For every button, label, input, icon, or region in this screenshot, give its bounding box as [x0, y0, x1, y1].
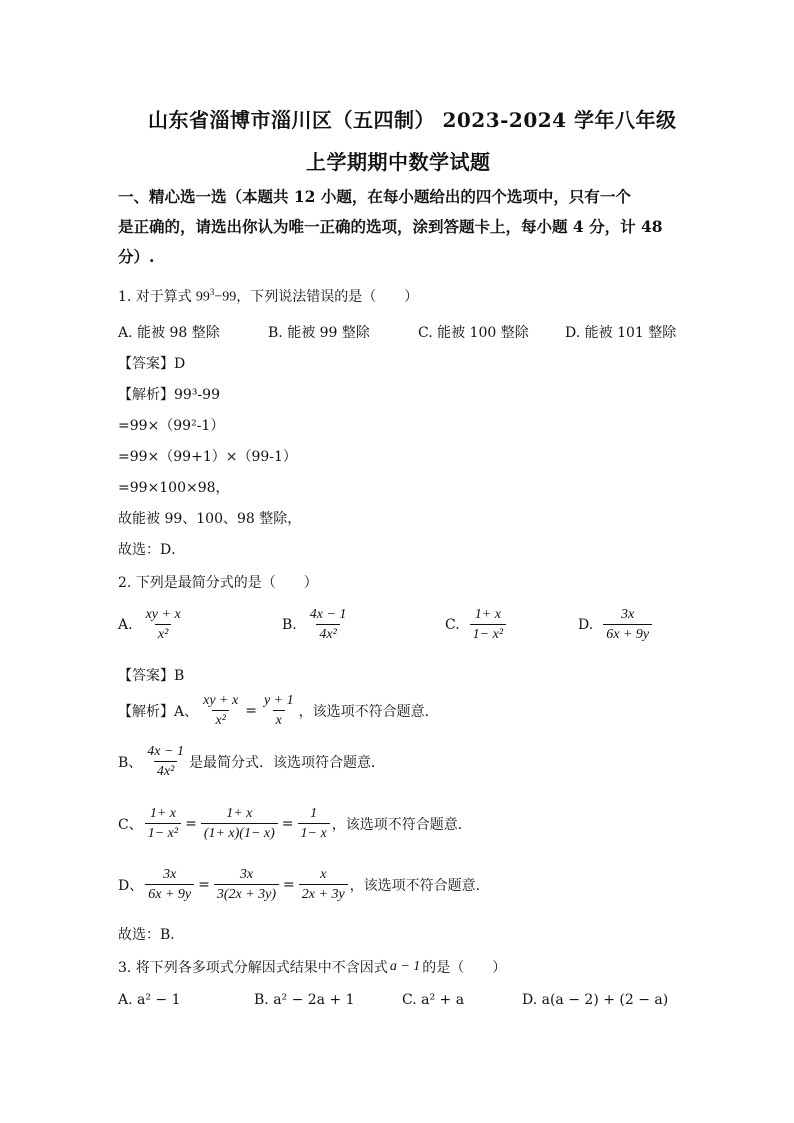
q1-analysis-line-1: 【解析】99³-99 — [118, 387, 220, 403]
section-heading-line-3: 分）. — [118, 247, 155, 266]
q1-analysis-line-2: =99×（99²-1） — [118, 418, 225, 434]
q2-analysis-d: D、 $\frac{3x}{6x + 9y}$ = $\frac{3x}{3(2x + 3y)}$ = $\frac{x}{2x + 3y}$ ，该选项不符合题意． — [118, 867, 490, 902]
q2-analysis-b-fraction: $\frac{4x - 1}{\text{4x²}}$ — [147, 744, 184, 779]
title-line-2: 上学期期中数学试题 — [306, 150, 491, 174]
section-heading-line-1: 一、精心选一选（本题共 12 小题，在每小题给出的四个选项中，只有一个 — [118, 187, 631, 206]
q2-analysis-c: C、 $\frac{1+ x}{\text{1− x²}}$ = $\frac{1+ x}{(1+ x)(1- x)}$ = $\frac{1}{1- x}$ ，该选项不符合题意． — [118, 806, 472, 841]
q1-prefix: 1. 对于算式 — [118, 289, 192, 305]
q2-analysis-d-fraction-3: $\frac{x}{2x + 3y}$ — [299, 866, 348, 903]
q2-analysis-a-fraction-2: $\frac{y + 1}{x}$ — [263, 693, 294, 728]
q2-option-a-fraction: $\frac{xy + x}{\text{x²}}$ — [145, 607, 181, 642]
q1-suffix: ，下列说法错误的是（ ） — [236, 289, 419, 305]
q1-option-d: D. 能被 101 整除 — [565, 325, 677, 341]
q2-option-c-fraction: $\frac{1+ x}{\text{1− x²}}$ — [470, 606, 506, 643]
q3-option-c: C. a² + a — [402, 992, 465, 1008]
q2-conclusion: 故选：B． — [118, 927, 185, 943]
q2-analysis-b: B、 $\frac{4x - 1}{\text{4x²}}$ 是最简分式．该选项符合题意． — [118, 744, 385, 779]
q1-analysis-line-4: =99×100×98， — [118, 480, 230, 496]
section-heading-line-2: 是正确的，请选出你认为唯一正确的选项，涂到答题卡上，每小题 4 分，计 48 — [118, 217, 663, 236]
q2-analysis-c-fraction-2: $\frac{1+ x}{(1+ x)(1- x)}$ — [201, 805, 278, 842]
q2-option-b: B. $\frac{4x - 1}{\text{4x²}}$ — [282, 606, 351, 643]
q2-analysis-d-fraction-1: $\frac{3x}{6x + 9y}$ — [145, 866, 194, 903]
q2-analysis-d-fraction-2: $\frac{3x}{3(2x + 3y)}$ — [214, 866, 279, 903]
q1-option-c: C. 能被 100 整除 — [418, 325, 529, 341]
q1-option-b: B. 能被 99 整除 — [268, 325, 370, 341]
q2-answer: 【答案】B — [118, 668, 185, 684]
q2-option-d-fraction: $\frac{3x}{6x + 9y}$ — [603, 606, 652, 643]
question-3-stem: 3. 将下列各多项式分解因式结果中不含因式 a − 1 的是（ ） — [118, 959, 507, 976]
q1-conclusion: 故选：D． — [118, 542, 186, 558]
q2-analysis-a-fraction-1: $\frac{xy + x}{\text{x²}}$ — [203, 693, 239, 728]
q2-analysis-a: 【解析】A、 $\frac{xy + x}{\text{x²}}$ = $\frac{y + 1}{x}$ ，该选项不符合题意． — [118, 693, 439, 728]
q1-analysis-line-3: =99×（99+1）×（99-1） — [118, 449, 297, 465]
q2-option-a: A. $\frac{xy + x}{\text{x²}}$ — [118, 606, 186, 643]
q3-stem-expression: a − 1 — [389, 959, 421, 974]
q1-analysis-line-5: 故能被 99、100、98 整除， — [118, 511, 302, 527]
question-1-stem — [118, 286, 418, 306]
q2-option-d: D. $\frac{3x}{6x + 9y}$ — [578, 606, 654, 643]
q3-option-a: A. a² − 1 — [118, 992, 181, 1008]
title-line-1: 山东省淄博市淄川区（五四制） 2023-2024 学年八年级 — [148, 108, 677, 132]
q2-analysis-c-fraction-1: $\frac{1+ x}{\text{1− x²}}$ — [145, 805, 181, 842]
q3-option-b: B. a² − 2a + 1 — [254, 992, 355, 1008]
q1-option-a: A. 能被 98 整除 — [118, 325, 220, 341]
q2-option-b-fraction: $\frac{4x - 1}{\text{4x²}}$ — [309, 607, 347, 642]
q1-answer: 【答案】D — [118, 356, 186, 372]
q3-option-d: D. a(a − 2) + (2 − a) — [522, 992, 669, 1008]
q2-analysis-c-fraction-3: $\frac{1}{1- x}$ — [298, 805, 330, 842]
question-2-stem: 2. 下列是最简分式的是（ ） — [118, 575, 318, 591]
q2-option-c: C. $\frac{1+ x}{\text{1− x²}}$ — [445, 606, 508, 643]
q1-expression: $99^3-99$ — [195, 286, 237, 305]
